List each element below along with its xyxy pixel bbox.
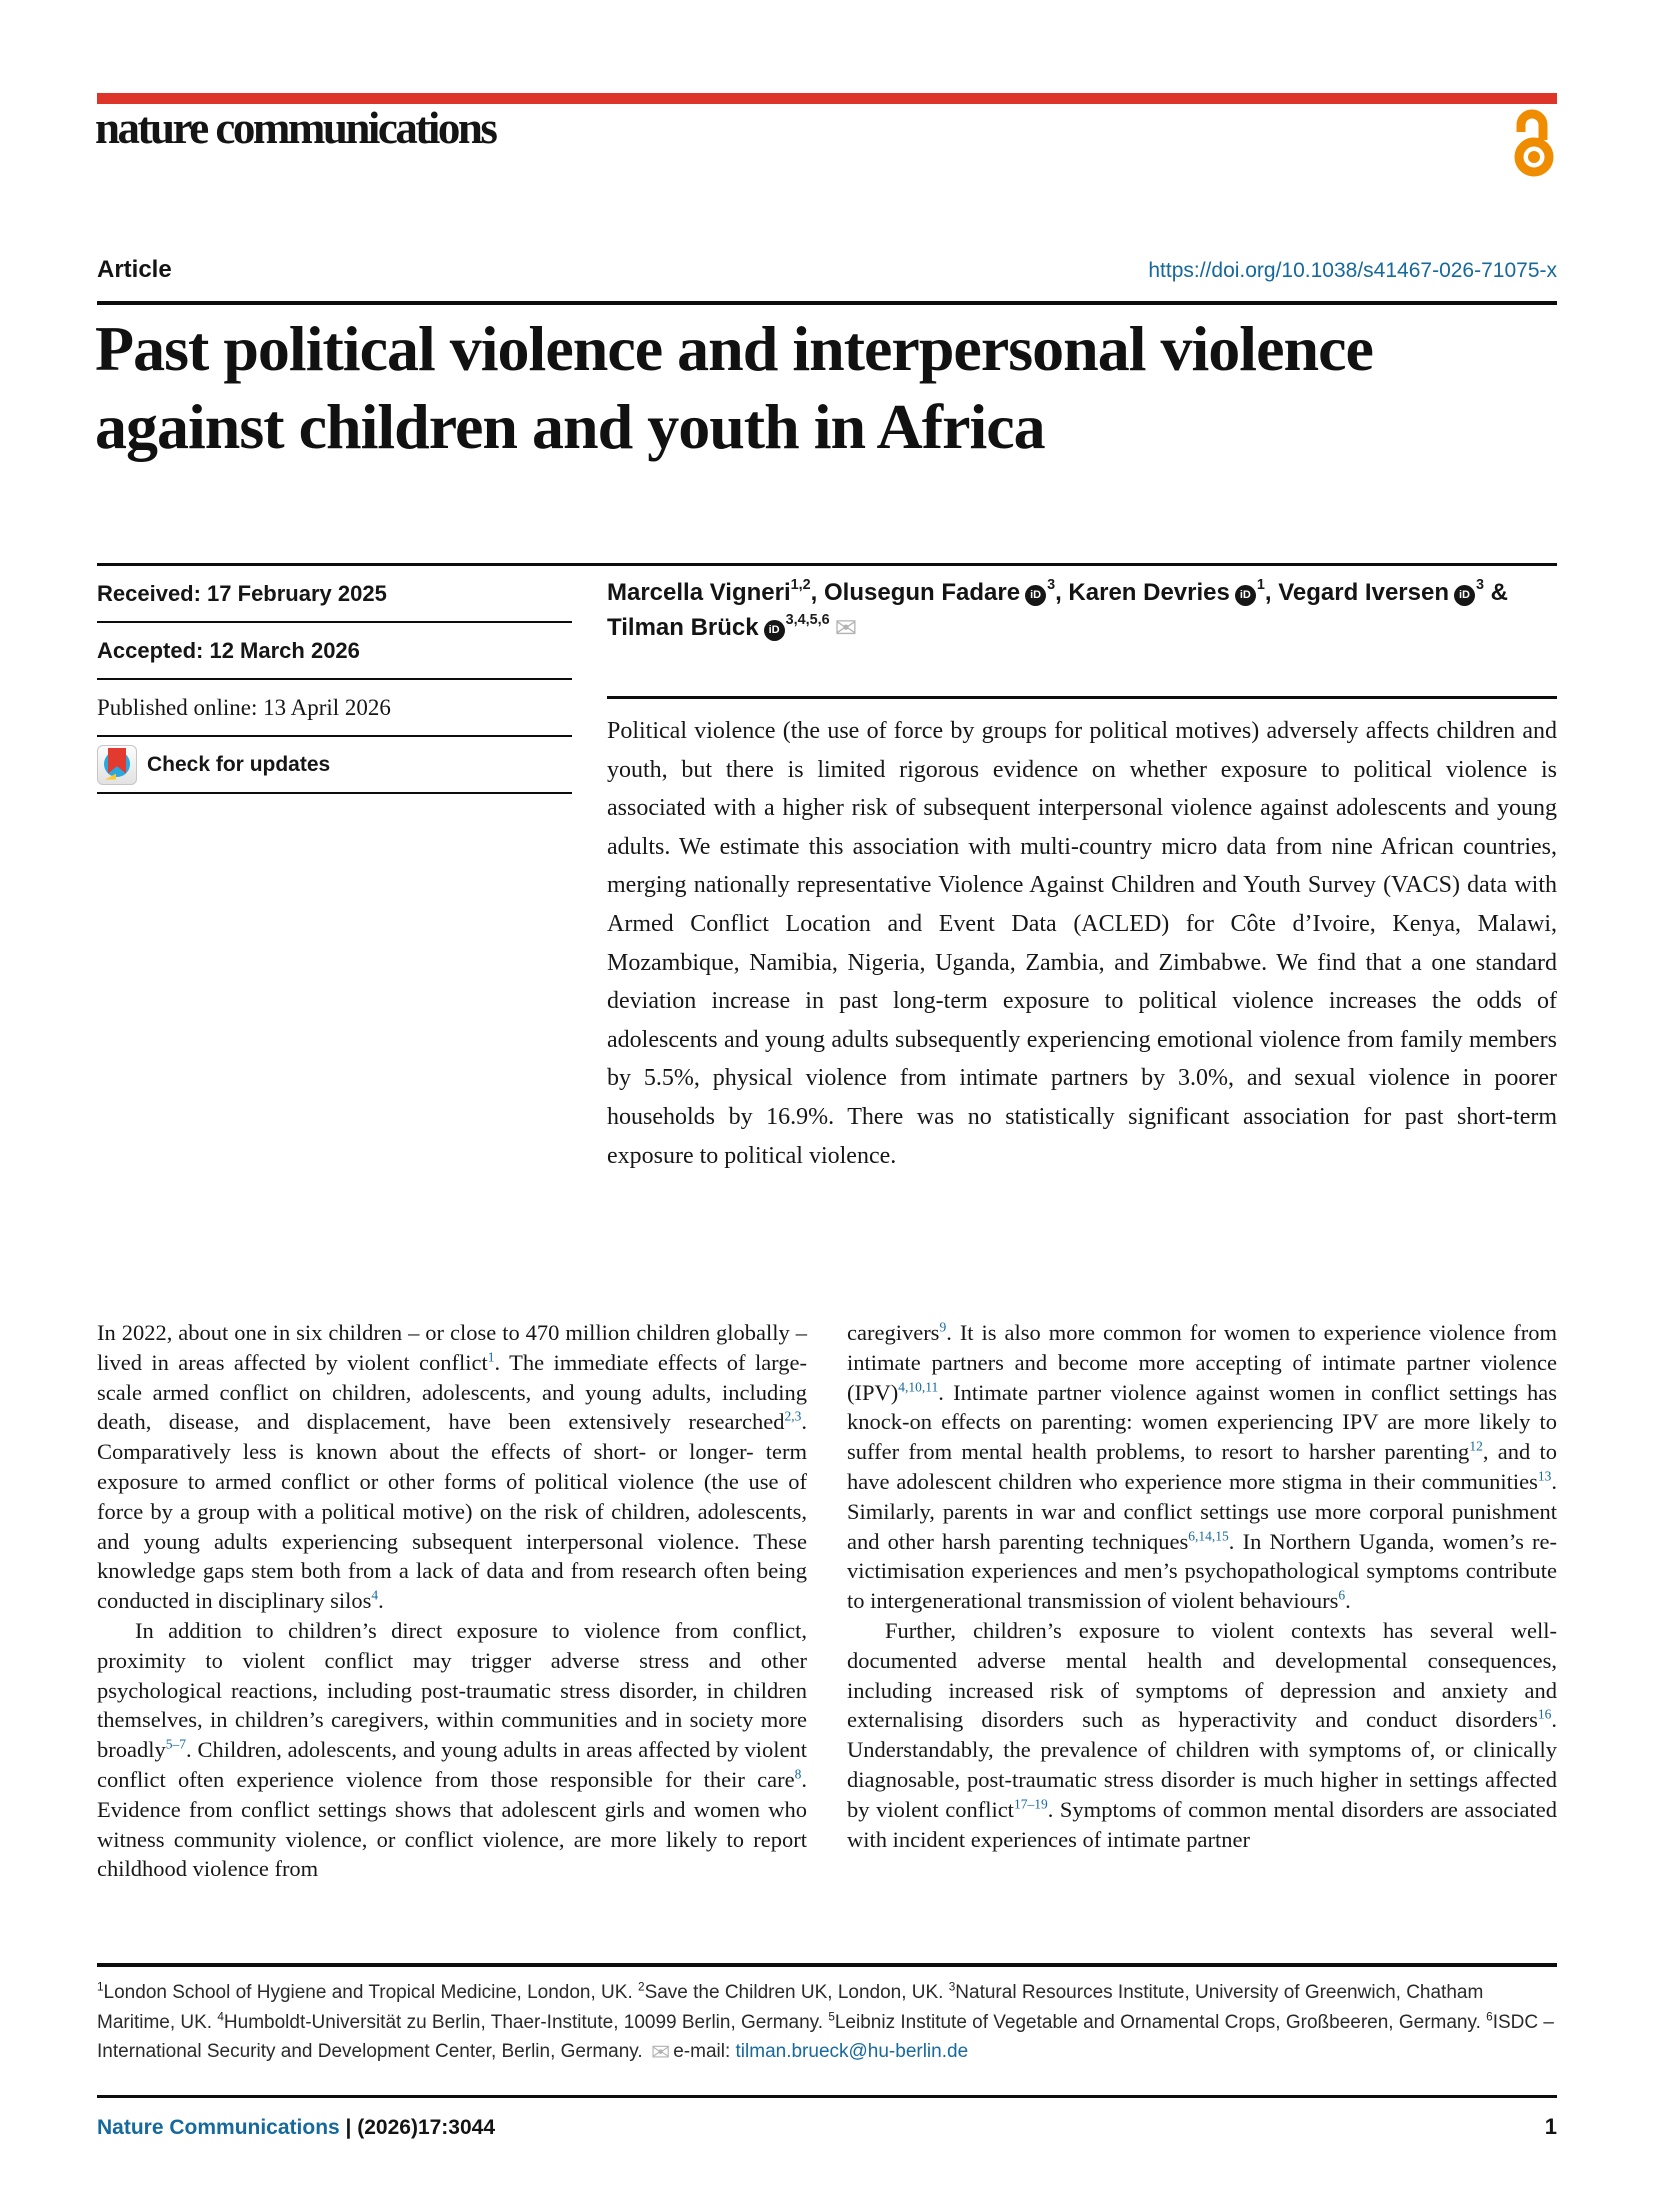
affiliation-superscript: 1 (97, 1980, 104, 1994)
affiliation-superscript: 1,2 (790, 577, 811, 593)
affiliation-superscript: 1 (1256, 577, 1265, 593)
affiliations-block (97, 1963, 1557, 2068)
affiliations-rule (97, 1963, 1557, 1967)
author-name: Vegard Iversen (1278, 579, 1449, 606)
check-for-updates[interactable] (97, 737, 572, 794)
body-column-left (97, 1318, 807, 1962)
page-number: 1 (1544, 2114, 1557, 2139)
check-for-updates-label[interactable]: Check for updates (147, 752, 331, 776)
crossmark-icon[interactable] (97, 745, 137, 785)
accepted-date: Accepted: 12 March 2026 (97, 623, 572, 680)
reference-superscript[interactable]: 13 (1537, 1468, 1552, 1484)
author-name: Olusegun Fadare (824, 579, 1021, 606)
page-title: Past political violence and interpersonal violence against children and youth in Africa (95, 313, 1373, 462)
body-paragraph: Further, children’s exposure to violent contexts has several well-documented adverse mental health and developmental consequences, including increased risk of symptoms of depression and anxiety and externalising disorders such as hyperactivity and conduct disorders$^{16}$. Understandably, the prevalence of children with symptoms of, or clinically diagnosable, post-traumatic stress disorder is much higher in settings affected by violent conflict$^{17-19}$. Symptoms of common mental disorders are associated with incident experiences of intimate partner (847, 1617, 1557, 1852)
corresponding-author-envelope-icon[interactable]: ✉ (834, 613, 858, 643)
affiliation-superscript: 3,4,5,6 (785, 612, 830, 628)
open-access-icon (1509, 106, 1557, 180)
reference-superscript[interactable]: 17–19 (1013, 1796, 1048, 1812)
author-name: Marcella Vigneri (607, 579, 791, 606)
reference-superscript[interactable]: 1 (487, 1349, 495, 1365)
reference-superscript[interactable]: 4,10,11 (898, 1379, 939, 1395)
dates-panel (97, 566, 572, 794)
affiliation-superscript: 3 (948, 1980, 956, 1994)
reference-superscript[interactable]: 12 (1469, 1438, 1483, 1454)
footer-rule (97, 2095, 1557, 2098)
authors-abstract-column (607, 575, 1557, 1175)
reference-superscript[interactable]: 9 (939, 1319, 947, 1335)
reference-superscript[interactable]: 6 (1338, 1587, 1346, 1603)
citation-text: | (2026)17:3044 (339, 2116, 496, 2139)
abstract-text: Political violence (the use of force by groups for political motives) adversely affects children and youth, but there is limited rigorous evidence on whether exposure to political violence is associated with a higher risk of subsequent interpersonal violence against adolescents and young adults. We estimate this association with multi-country micro data from nine African countries, merging nationally representative Violence Against Children and Youth Survey (VACS) data with Armed Conflict Location and Event Data (ACLED) for Côte d’Ivoire, Kenya, Malawi, Mozambique, Namibia, Nigeria, Uganda, Zambia, and Zimbabwe. We find that a one standard deviation increase in past long-term exposure to political violence increases the odds of adolescents and young adults subsequently experiencing emotional violence from family members by 5.5%, physical violence from intimate partners by 3.0%, and sexual violence in poorer households by 16.9%. There was no statistically significant association for past short-term exposure to political violence. (607, 718, 1557, 1169)
article-header-row (97, 256, 1557, 284)
affiliations-text: $^1$London School of Hygiene and Tropical Medicine, London, UK. $^2$Save the Children UK, London, UK. $^3$Natural Resources Institute, University of Greenwich, Chatham Maritime, UK. $^4$Humboldt-Universität zu Berlin, Thaer-Institute, 10099 Berlin, Germany. $^5$Leibniz Institute of Vegetable and Ornamental Crops, Großbeeren, Germany. $^6$ISDC – International Security and Development Center, Berlin, Germany. ✉ e-mail: tilman.brueck@hu-berlin.de (97, 1980, 1554, 2065)
reference-superscript[interactable]: 2,3 (784, 1408, 802, 1424)
page-footer (97, 2095, 1557, 2140)
reference-superscript[interactable]: 5–7 (165, 1736, 186, 1752)
affiliation-superscript: 4 (217, 2010, 224, 2024)
published-date: Published online: 13 April 2026 (97, 680, 572, 737)
body-paragraph: caregivers$^9$. It is also more common for women to experience violence from intimate partners and become more accepting of intimate partner violence (IPV)$^{4,10,11}$. Intimate partner violence against women in conflict settings has knock-on effects on parenting: women experiencing IPV are more likely to suffer from mental health problems, to resort to harsher parenting$^{12}$, and to have adolescent children who experience more stigma in their communities$^{13}$. Similarly, parents in war and conflict settings use more corporal punishment and other harsh parenting techniques$^{6,14,15}$. In Northern Uganda, women’s re-victimisation experiences and men’s psychopathological symptoms contribute to intergenerational transmission of violent behaviours$^6$. (847, 1319, 1557, 1614)
footer-citation (97, 2116, 495, 2140)
body-paragraph: In 2022, about one in six children – or close to 470 million children globally – lived in areas affected by violent conflict$^1$. The immediate effects of large-scale armed conflict on children, adolescents, and young adults, including death, disease, and displacement, have been extensively researched$^{2,3}$. Comparatively less is known about the effects of short- or longer- term exposure to armed conflict or other forms of political violence (the use of force by a group with a political motive) on the risk of children, adolescents, and young adults experiencing subsequent interpersonal violence. These knowledge gaps stem both from a lack of data and from research often being conducted in disciplinary silos$^4$. (97, 1320, 807, 1614)
envelope-icon: ✉ (650, 2039, 671, 2065)
affiliation-superscript: 6 (1486, 2010, 1493, 2024)
body-paragraph: In addition to children’s direct exposure to violence from conflict, proximity to violent conflict may trigger adverse stress and other psychological reactions, including post-traumatic stress disorder, in children themselves, in children’s caregivers, within communities and in society more broadly$^{5-7}$. Children, adolescents, and young adults in areas affected by violent conflict often experience violence from those responsible for their care$^8$. Evidence from conflict settings shows that adolescent girls and women who witness community violence, or conflict violence, are more likely to report childhood violence from (97, 1617, 807, 1882)
received-date: Received: 17 February 2025 (97, 566, 572, 623)
journal-link[interactable]: Nature Communications (97, 2116, 340, 2139)
reference-superscript[interactable]: 8 (794, 1766, 802, 1782)
doi-link[interactable]: https://doi.org/10.1038/s41467-026-71075-x (1148, 259, 1557, 282)
article-type-label: Article (97, 256, 172, 283)
body-column-right (847, 1318, 1557, 1962)
orcid-icon[interactable]: iD (1025, 585, 1046, 606)
affiliation-superscript: 5 (828, 2010, 835, 2024)
header-rule (97, 301, 1557, 305)
abstract-rule (607, 696, 1557, 699)
reference-superscript[interactable]: 4 (371, 1587, 379, 1603)
affiliation-superscript: 2 (638, 1980, 645, 1994)
author-name: Tilman Brück (607, 614, 759, 641)
author-list: Marcella Vigneri$^{1,2}$, Olusegun Fadare iD$^3$, Karen Devries iD$^1$, Vegard Iversen iD$^3$ & Tilman Brück iD$^{3,4,5,6}$ ✉ (607, 577, 1508, 643)
affiliation-superscript: 3 (1475, 577, 1484, 593)
orcid-icon[interactable]: iD (764, 620, 785, 641)
reference-superscript[interactable]: 16 (1537, 1706, 1552, 1722)
reference-superscript[interactable]: 6,14,15 (1188, 1528, 1229, 1544)
body-text-area (97, 1318, 1557, 1962)
email-link[interactable]: tilman.brueck@hu-berlin.de (735, 2041, 969, 2062)
journal-logo: nature communications (95, 103, 496, 153)
author-name: Karen Devries (1068, 579, 1230, 606)
affiliation-superscript: 3 (1047, 577, 1056, 593)
orcid-icon[interactable]: iD (1235, 585, 1256, 606)
orcid-icon[interactable]: iD (1454, 585, 1475, 606)
